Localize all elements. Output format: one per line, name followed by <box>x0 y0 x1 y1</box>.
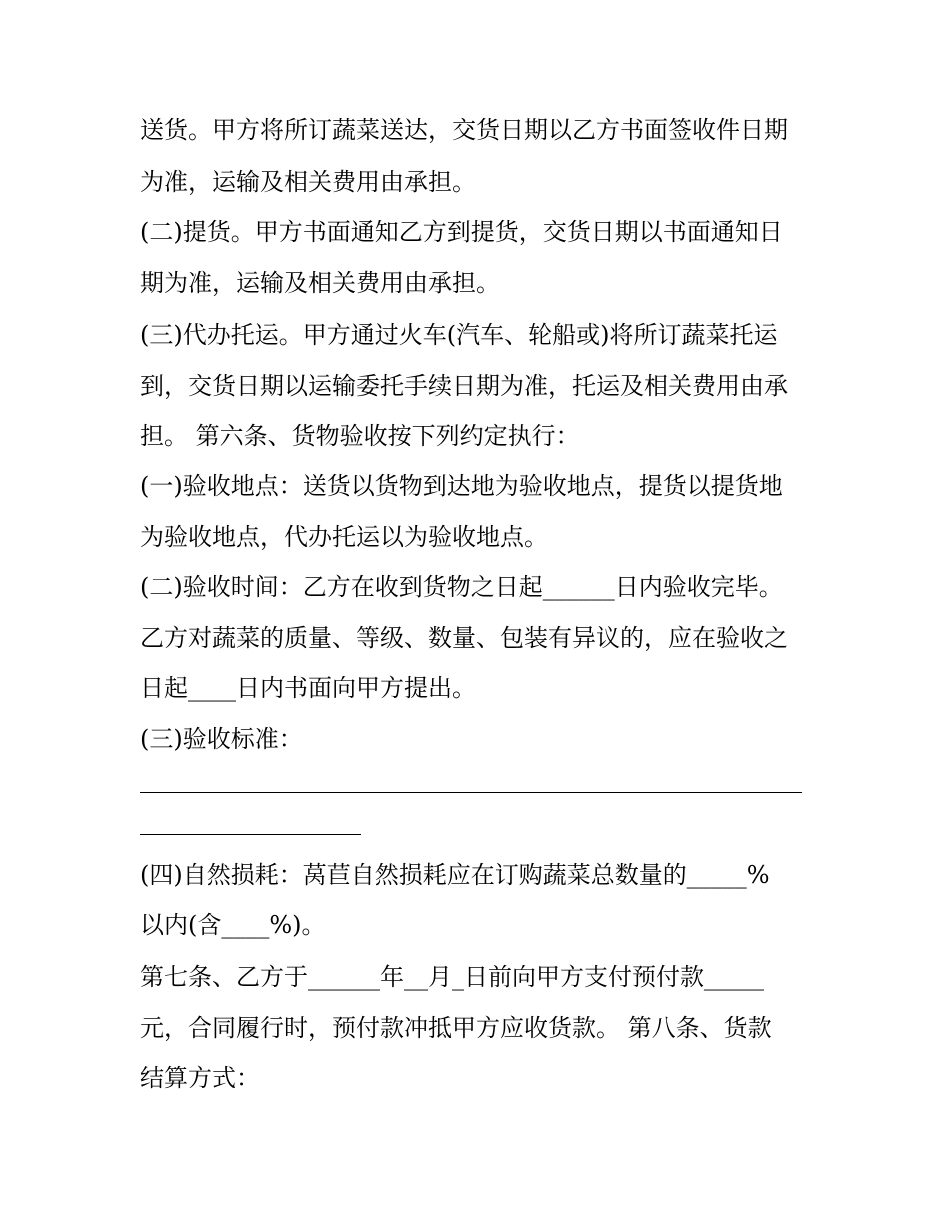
text-line: (四)自然损耗：莴苣自然损耗应在订购蔬菜总数量的_____% <box>140 861 770 889</box>
text-line: 送货。甲方将所订蔬菜送达，交货日期以乙方书面签收件日期 <box>140 116 788 144</box>
blank-line-long <box>140 792 802 793</box>
text-line: 乙方对蔬菜的质量、等级、数量、包装有异议的，应在验收之 <box>140 624 788 652</box>
text-line: (二)提货。甲方书面通知乙方到提货，交货日期以书面通知日 <box>140 218 783 246</box>
text-line: 担。 第六条、货物验收按下列约定执行： <box>140 422 580 450</box>
text-line: (一)验收地点：送货以货物到达地为验收地点，提货以提货地 <box>140 472 783 500</box>
text-line: (三)验收标准： <box>140 725 303 753</box>
text-line: 结算方式： <box>140 1064 260 1092</box>
text-line: 第七条、乙方于______年__月_日前向甲方支付预付款_____ <box>140 963 764 991</box>
text-line: 期为准，运输及相关费用由承担。 <box>140 269 500 297</box>
text-line: 为准，运输及相关费用由承担。 <box>140 168 476 196</box>
text-line: 为验收地点，代办托运以为验收地点。 <box>140 523 548 551</box>
text-line: (三)代办托运。甲方通过火车(汽车、轮船或)将所订蔬菜托运 <box>140 321 778 349</box>
text-line: (二)验收时间：乙方在收到货物之日起______日内验收完毕。 <box>140 573 783 601</box>
text-line: 元，合同履行时，预付款冲抵甲方应收货款。 第八条、货款 <box>140 1014 772 1042</box>
text-line: 以内(含____%)。 <box>140 911 326 939</box>
text-line: 到，交货日期以运输委托手续日期为准，托运及相关费用由承 <box>140 372 788 400</box>
blank-line-short <box>140 834 361 835</box>
text-line: 日起____日内书面向甲方提出。 <box>140 674 476 702</box>
